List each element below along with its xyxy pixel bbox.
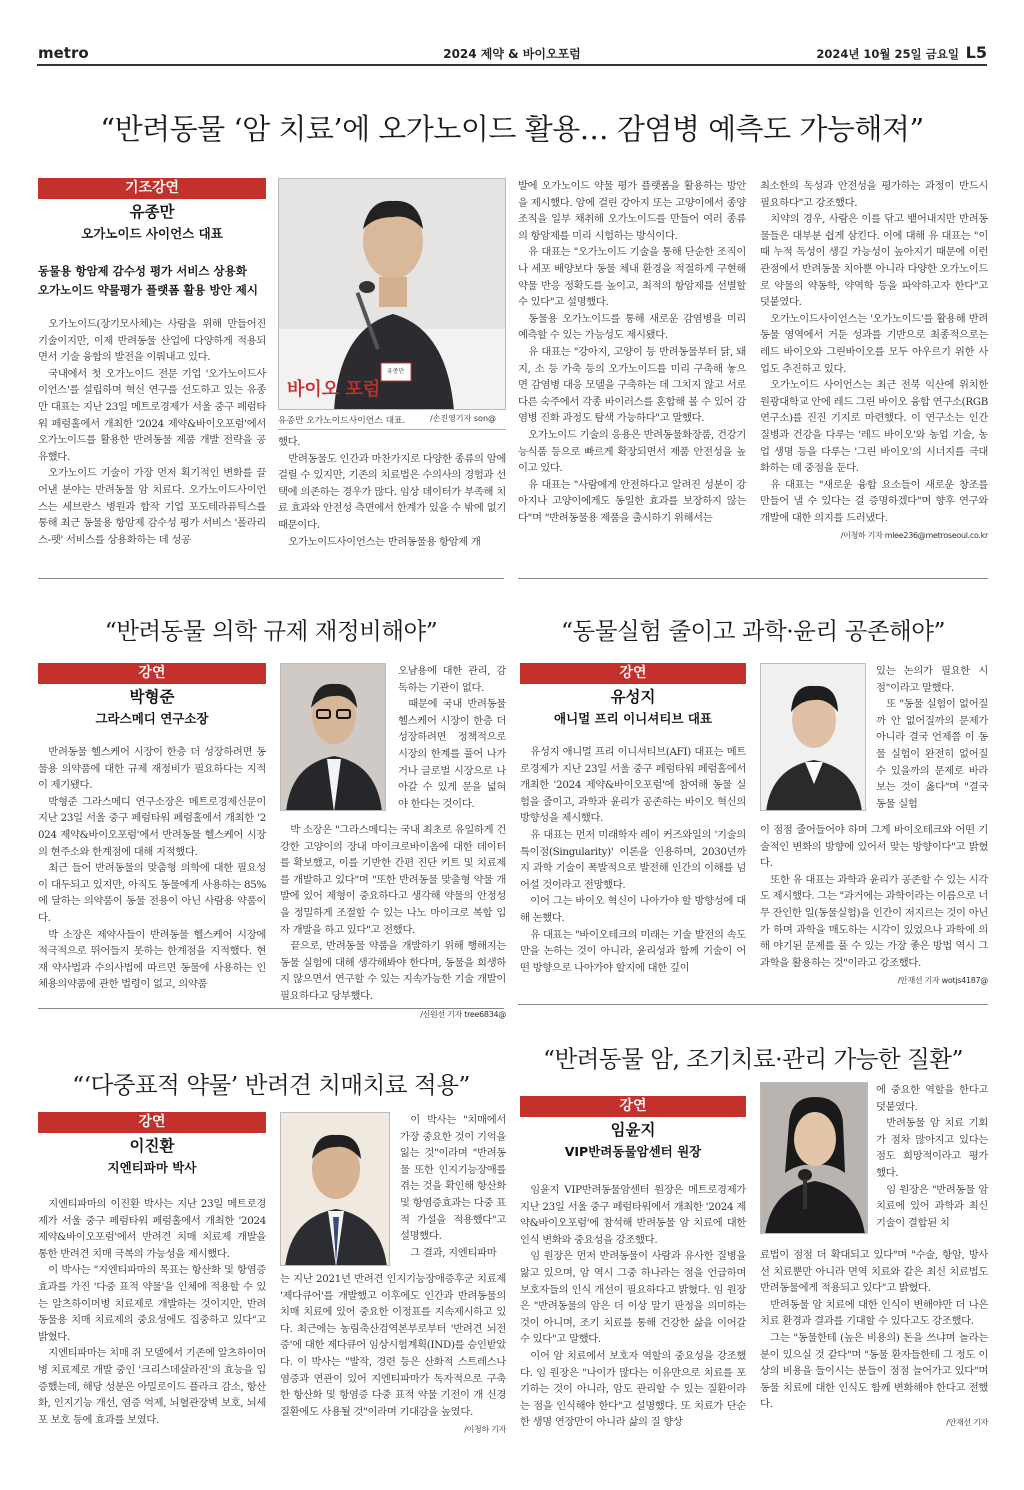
page-number: L5 (965, 43, 987, 62)
article-3-photo (760, 663, 866, 811)
paragraph: 유 대표는 "강아지, 고양이 등 반려동물부터 닭, 돼지, 소 등 가축 등의 오가노이드를 미리 구축해 놓으면 감염병 대응 모델을 구축하는 데 그치지 않고 서로 다른 숙주에서 각종 바이러스를 혼합해 볼 수 있어 감염병 진화 과정도 탐색 가능하다"고 말했다. (518, 345, 746, 425)
paragraph: 박 소장은 "그라스메디는 국내 최초로 유일하게 건강한 고양이의 장내 마이크로바이옴에 대한 데이터를 확보했고, 이를 기반한 간편 진단 키트 및 치료제를 개발하고 있다"며 "또한 반려동물 맞춤형 약물 개발에 있어 제형이 중요하다고 생각해 약물의 안정성을 정밀하게 조절할 수 있는 나노 마이크로 복합 입자 개발을 하고 있다"고 전했다. (280, 824, 506, 936)
paragraph: 반려동물 암 치료 기회가 점차 많아지고 있다는 점도 희망적이라고 평가했다. (876, 1117, 988, 1179)
article-1-col-2 (278, 434, 506, 550)
paragraph: 임 원장은 먼저 반려동물이 사람과 유사한 질병을 앓고 있으며, 암 역시 그중 하나라는 점을 언급하며 보호자들의 인식 개선이 필요하다고 밝혔다. 임 원장은 "반려동물의 암은 더 이상 말기 판정을 의미하는 것이 아니며, 조기 치료를 통해 건강한 삶을 이어갈 수 있다"고 말했다. (520, 1250, 746, 1346)
article-1-byline: /이청하 기자 mlee236@metroseoul.co.kr (840, 531, 988, 541)
article-5-tag: 강연 (520, 1096, 746, 1117)
metro-logo[interactable]: metro (38, 44, 89, 62)
article-1-tag: 기조강연 (38, 178, 266, 199)
article-4-byline: /이청하 기자 (464, 1425, 506, 1435)
issue-date: 2024년 10월 25일 금요일 (816, 47, 959, 61)
speaker-title: VIP반려동물암센터 원장 (564, 1144, 702, 1159)
paragraph: 유 대표는 "바이오테크의 미래는 기술 발전의 속도만을 논하는 것이 아니라, 윤리성과 함께 기술이 어떤 방향으로 나아가야 할지에 대한 깊이 (520, 928, 746, 974)
speaker-title: 지엔티파마 박사 (107, 1160, 197, 1175)
paragraph: 최소한의 독성과 안전성을 평가하는 과정이 반드시 필요하다"고 강조했다. (760, 180, 988, 209)
section-rule (38, 578, 504, 579)
paragraph: 박형준 그라스메디 연구소장은 메트로경제신문이 지난 23일 서울 중구 페럼타워 페럼홀에서 개최한 '2024 제약&바이오포럼'에서 반려동물 헬스케어 시장의 현주소와 한계점에 대해 지적했다. (38, 795, 266, 858)
caption-rule (278, 429, 506, 430)
paragraph: 그는 "동물한테 (높은 비용의) 돈을 쓰냐며 놀라는 분이 있으실 것 같다"며 "동물 환자들한테 그 정도 이상의 비용을 들이시는 분들이 점점 늘어가고 있다"며 동물 치료에 대한 인식도 함께 변화해야 한다고 전했다. (760, 1331, 988, 1411)
article-1-subhead (38, 262, 266, 300)
speaker-title: 애니멀 프리 이니셔티브 대표 (554, 711, 712, 726)
paragraph: 유 대표는 "사람에게 안전하다고 알려진 성분이 강아지나 고양이에게도 동일한 효과를 보장하지 않는다"며 "반려동물용 제품을 출시하기 위해서는 (518, 478, 746, 524)
paragraph: 그 결과, 지엔티파마 (410, 1246, 497, 1259)
paragraph: 때문에 국내 반려동물 헬스케어 시장이 한층 더 성장하려면 정책적으로 시장의 한계를 풀어 나가거나 글로벌 시장으로 나아갈 수 있게 문을 넓혀야 한다는 것이다. (398, 698, 506, 810)
article-3-col-1 (520, 744, 746, 976)
speaker-title: 그라스메디 연구소장 (95, 711, 209, 726)
article-4-col-2a (400, 1112, 506, 1261)
speaker-name: 박형준 (129, 688, 175, 706)
section-title: 2024 제약 & 바이오포럼 (443, 47, 581, 61)
photo-credit: /손진영기자 son@ (430, 414, 497, 423)
speaker-portrait (761, 664, 866, 811)
article-3-speaker (520, 686, 746, 728)
paragraph: 반려동물 헬스케어 시장이 한층 더 성장하려면 동물용 의약품에 대한 규제 재정비가 필요하다는 지적이 제기됐다. (38, 746, 266, 792)
article-3-byline: /안재선 기자 wotjs4187@ (897, 976, 988, 986)
paragraph: 지엔티파마의 이진환 박사는 지난 23일 메트로경제가 서울 중구 페럼타워 페럼홀에서 개최한 '2024 제약&바이오포럼'에서 반려견 치매 치료제 개발을 통한 반려견 치매 극복의 가능성을 제시했다. (38, 1198, 266, 1260)
photo-caption: 유종만 오가노이드사이언스 대표. (278, 416, 406, 426)
paragraph: 료법이 점점 더 확대되고 있다"며 "수술, 항암, 방사선 치료뿐만 아니라 면역 치료와 같은 최신 치료법도 반려동물에게 적용되고 있다"고 밝혔다. (760, 1249, 988, 1295)
paragraph: 발에 오가노이드 약물 평가 플랫폼을 활용하는 방안을 제시했다. 암에 걸린 강아지 또는 고양이에서 종양 조직을 일부 채취해 오가노이드를 만들어 여러 종류의 항암제를 미리 시험하는 방식이다. (518, 180, 746, 242)
paragraph: 임윤지 VIP반려동물암센터 원장은 메트로경제가 지난 23일 서울 중구 페럼타워에서 개최한 '2024 제약&바이오포럼'에 참석해 반려동물 암 치료에 대한 인식 변화와 중요성을 강조했다. (520, 1184, 746, 1246)
paragraph: 이어 암 치료에서 보호자 역할의 중요성을 강조했다. 임 원장은 "나이가 많다는 이유만으로 치료를 포기하는 것이 아니라, 암도 관리할 수 있는 질환이라는 점을 인식해야 한다"고 설명했다. 또 치료가 단순한 생명 연장만이 아니라 삶의 질 향상 (520, 1349, 746, 1429)
paragraph: 반려동물 암 치료에 대한 인식이 변해야만 더 나은 치료 환경과 결과를 기대할 수 있다고도 강조했다. (760, 1298, 988, 1328)
article-1-col-1 (38, 316, 266, 548)
paragraph: 이 박사는 "치매에서 가장 중요한 것이 기억을 잃는 것"이라며 "반려동물 또한 인지기능장애를 겪는 것을 확인해 항산화 및 항염증효과는 다중 표적 가설을 적용했다"고 설명했다. (400, 1114, 506, 1243)
article-4-col-1 (38, 1196, 266, 1428)
photo-banner: 바이오 포럼 (287, 379, 381, 400)
paragraph: 에 중요한 역할을 한다고 덧붙였다. (876, 1084, 988, 1113)
paragraph: 오가노이드 기술이 가장 먼저 획기적인 변화를 끌어낸 분야는 반려동물 암 치료다. 오가노이드사이언스는 세브란스 병원과 합작 기업 포도테라퓨틱스를 통해 최근 동물용 항암제 감수성 평가 서비스 '폴라리스-펫' 서비스를 상용화하는 데 성공 (38, 467, 266, 546)
article-5-col-2b (760, 1247, 988, 1432)
paragraph: 있는 논의가 필요한 시점"이라고 말했다. (876, 665, 988, 694)
article-2-speaker (38, 686, 266, 728)
article-4-tag: 강연 (38, 1112, 266, 1133)
paragraph: 이 박사는 "지엔티파마의 목표는 항산화 및 항염증 효과를 가진 '다중 표적 약물'을 인체에 적용할 수 있는 알츠하이머병 치료제로 개발하는 것이지만, 반려동물용 치매 치료제의 중요성에도 집중하고 있다"고 밝혔다. (38, 1264, 266, 1343)
article-2-headline: “반려동물 의학 규제 재정비해야” (104, 617, 438, 645)
article-5-byline: /안재선 기자 (946, 1417, 988, 1427)
paragraph: 끝으로, 반려동물 약품을 개발하기 위해 행해지는 동물 실험에 대해 생각해봐야 한다며, 동물을 희생하지 않으면서 연구할 수 있는 지속가능한 기술 개발이 필요하다고 당부했다. (280, 940, 506, 1002)
article-4-speaker (38, 1135, 266, 1177)
article-5-photo (760, 1082, 868, 1234)
section-rule (38, 1008, 504, 1009)
article-3-headline: “동물실험 줄이고 과학·윤리 공존해야” (561, 617, 945, 645)
speaker-portrait (281, 664, 386, 811)
article-4-photo (280, 1112, 390, 1266)
speaker-portrait (281, 1113, 390, 1266)
article-1-speaker (38, 201, 266, 243)
article-5-headline: “반려동물 암, 조기치료·관리 가능한 질환” (542, 1045, 964, 1073)
article-4-col-2b (280, 1271, 506, 1439)
subhead-line: 동물용 항암제 감수성 평가 서비스 상용화 (38, 264, 247, 278)
subhead-line: 오가노이드 약물평가 플랫폼 활용 방안 제시 (38, 283, 258, 297)
article-3-col-2a (876, 663, 988, 812)
paragraph: 유 대표는 "오가노이드 기술을 통해 단순한 조직이나 세포 배양보다 동물 체내 환경을 적절하게 구현해 약물 반응 정확도를 높이고, 최적의 항암제를 선별할 수 있다"고 설명했다. (518, 246, 746, 309)
paragraph: 유 대표는 "새로운 융합 요소들이 새로운 창조를 만들어 낼 수 있다는 걸 증명하겠다"며 향후 연구와 개발에 대한 의지를 드러냈다. (760, 478, 988, 524)
paragraph: 는 지난 2021년 반려견 인지기능장애증후군 치료제 '제다큐어'를 개발했고 이후에도 인간과 반려동물의 치매 치료에 있어 중요한 이정표를 지속제시하고 있다. 최근에는 농림축산검역본부로부터 '반려견 뇌전증'에 대한 제다큐어 임상시험계획(IND)를 승인받았다. 이 박사는 "발작, 경련 등은 산화적 스트레스나 염증과 연관이 있어 지엔티파마가 독자적으로 구축한 항산화 및 항염증 다중 표적 약물 기전이 개 신경질환에도 사용될 것"이라며 기대감을 높였다. (280, 1273, 506, 1418)
paragraph: 이 점점 줄어들어야 하며 그게 바이오테크와 어떤 기술적인 변화의 방향에 있어서 맞는 방향이다"고 밝혔다. (760, 824, 988, 870)
speaker-name: 이진환 (129, 1137, 175, 1155)
article-2-tag: 강연 (38, 663, 266, 684)
speaker-name: 유종만 (129, 203, 175, 221)
paragraph: 동물용 오가노이드를 통해 새로운 감염병을 미리 예측할 수 있는 가능성도 제시됐다. (518, 312, 746, 342)
speaker-portrait (761, 1083, 868, 1234)
paragraph: 오남용에 대한 관리, 감독하는 기관이 없다. (398, 665, 506, 694)
article-1-col-3 (518, 178, 746, 526)
paragraph: 오가노이드 기술의 응용은 반려동물화장품, 건강기능식품 등으로 빠르게 확장되면서 제품 안전성을 높이고 있다. (518, 428, 746, 475)
paragraph: 또 "동물 실험이 없어질까 안 없어질까의 문제가 아니라 결국 언제쯤 이 동물 실험이 완전히 없어질 수 있을까의 문제로 바라보는 것이 옳다"며 "결국 동물 실험 (876, 698, 988, 810)
paragraph: 지엔티파마는 치매 쥐 모델에서 기존에 알츠하이머병 치료제로 개발 중인 '크리스데살라진'의 효능을 입증했는데, 해당 성분은 아밀로이드 플라크 감소, 항산화, 인지기능 개선, 염증 억제, 뇌혈관장벽 보호, 뇌세포 보호 등에 효과를 보였다. (38, 1347, 266, 1426)
masthead-rule (37, 64, 987, 66)
photo-nametag: 유종만 (387, 368, 405, 375)
article-2-col-2a (398, 663, 506, 812)
article-1-col-4 (760, 178, 988, 545)
article-4-headline: “‘다중표적 약물’ 반려견 치매치료 적용” (72, 1071, 470, 1099)
speaker-title: 오가노이드 사이언스 대표 (81, 226, 223, 241)
article-2-col-2b (280, 822, 506, 1023)
paragraph: 또한 유 대표는 과학과 윤리가 공존할 수 있는 시각도 제시했다. 그는 "과거에는 과학이라는 이름으로 너무 잔인한 일(동물실험)을 인간이 저지르는 것이 아닌가 하며 과학을 매도하는 시각이 있었으나 과학에 의해 야기된 문제를 풀 수 있는 가장 좋은 방법 역시 그 과학을 활용하는 것"이라고 강조했다. (760, 873, 988, 969)
article-5-col-2a (876, 1082, 988, 1231)
article-3-col-2b (760, 822, 988, 990)
paragraph: 유 대표는 먼저 미래학자 레이 커즈와일의 '기술의 특이점(Singularity)' 이론을 인용하며, 2030년까지 과학 기술이 폭발적으로 발전해 인간의 이해를 넘어설 것이라고 전망했다. (520, 828, 746, 891)
paragraph: 최근 들어 반려동물의 맞춤형 의학에 대한 필요성이 대두되고 있지만, 아직도 동물에게 사용하는 85%에 달하는 의약품이 동물 전용이 아닌 사람용 약품이다. (38, 862, 266, 924)
paragraph: 오가노이드(장기모사체)는 사람을 위해 만들어진 기술이지만, 이제 반려동물 산업에 다양하게 적용되면서 기술 융합의 발전을 이뤄내고 있다. (38, 318, 266, 364)
section-rule (518, 1004, 988, 1005)
section-rule (518, 578, 988, 579)
article-1-photo (278, 178, 506, 410)
paragraph: 유성지 애니멀 프리 이니셔티브(AFI) 대표는 메트로경제가 지난 23일 서울 중구 페럼타워 페럼홀에서 개최한 '2024 제약&바이오포럼'에 참여해 동물 실험을 줄이고, 과학과 윤리가 공존하는 바이오 혁신의 방향성을 제시했다. (520, 746, 746, 825)
speaker-name: 유성지 (610, 688, 656, 706)
paragraph: 치약의 경우, 사람은 이를 닦고 뱉어내지만 반려동물들은 대부분 쉽게 삼킨다. 이에 대해 유 대표는 "이때 누적 독성이 생길 가능성이 높아지기 때문에 이런 관점에서 반려동물 치아뿐 아니라 다양한 오가노이드로 약물의 약동학, 약역학 등을 파악하고자 한다"고 덧붙였다. (760, 213, 988, 309)
article-1-headline: “반려동물 ‘암 치료’에 오가노이드 활용… 감염병 예측도 가능해져” (100, 112, 924, 146)
article-5-col-1 (520, 1182, 746, 1431)
article-5-speaker (520, 1119, 746, 1161)
article-3-tag: 강연 (520, 663, 746, 684)
paragraph: 했다. (278, 436, 301, 448)
paragraph: 오가노이드 사이언스는 최근 전북 익산에 위치한 원광대학교 안에 레드 그린 바이오 융합 연구소(RGB 연구소)를 진진 기지로 마련했다. 이 연구소는 인간 질병과 건강을 다루는 '레드 바이오'와 농업 기술, 농업 생명 등을 다루는 '그린 바이오'의 시너지를 극대화하는 데 중점을 둔다. (760, 379, 988, 475)
article-2-byline: /신원선 기자 tree6834@ (420, 1009, 506, 1019)
article-2-col-1 (38, 744, 266, 993)
speaker-name: 임윤지 (610, 1121, 656, 1139)
paragraph: 반려동물도 인간과 마찬가지로 다양한 종류의 암에 걸릴 수 있지만, 기존의 치료법은 수의사의 경험과 선택에 의존하는 경우가 많다. 임상 데이터가 부족해 치료 효과와 안전성 측면에서 한계가 있을 수 밖에 없기 때문이다. (278, 452, 506, 531)
paragraph: 박 소장은 제약사들이 반려동물 헬스케어 시장에 적극적으로 뛰어들지 못하는 한계점을 지적했다. 현재 약사법과 수의사법에 따르면 동물에 사용하는 인체용의약품에 관한 법령이 없고, 의약품 (38, 928, 266, 991)
paragraph: 오가노이드사이언스는 '오가노이드'를 활용해 반려동물 영역에서 거둔 성과를 기반으로 최종적으로는 레드 바이오와 그린바이오를 모두 아우르기 위한 사업도 추진하고 있다. (760, 312, 988, 375)
paragraph: 이어 그는 바이오 혁신이 나아가야 할 방향성에 대해 논했다. (520, 895, 746, 924)
paragraph: 임 원장은 "반려동물 암 치료에 있어 과학과 최신 기술이 결합된 치 (876, 1183, 988, 1229)
article-2-photo (280, 663, 386, 811)
paragraph: 오가노이드사이언스는 반려동물용 항암제 개 (288, 535, 481, 548)
paragraph: 국내에서 첫 오가노이드 전문 기업 '오가노이드사이언스'를 설립하며 혁신 연구를 선도하고 있는 유종만 대표는 지난 23일 메트로경제가 서울 중구 페럼타워 페럼홀에서 개최한 '2024 제약&바이오포럼'에서 오가노이드를 활용한 반려동물 제품 개발 전략을 공유했다. (38, 367, 266, 463)
